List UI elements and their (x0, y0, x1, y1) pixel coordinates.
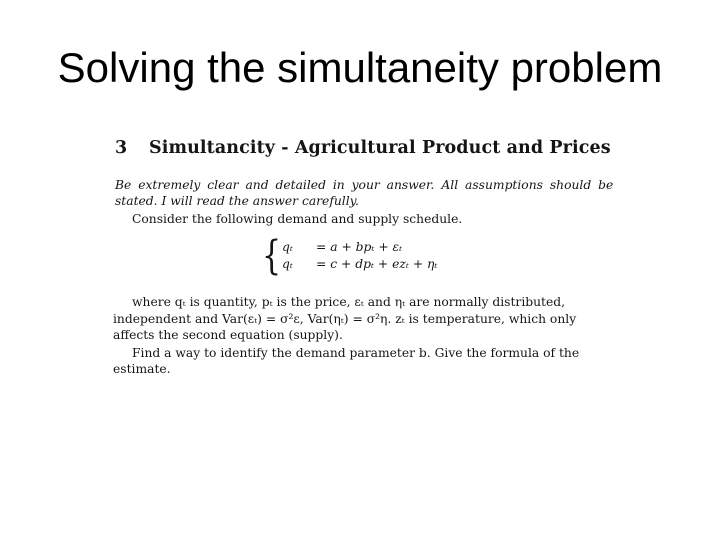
instruction-line-1: Be extremely clear and detailed in your answer. All assumptions should be (115, 178, 614, 192)
instruction-line-2: stated. I will read the answer carefully. (115, 194, 359, 208)
demand-rhs: = a + bpₜ + εₜ (316, 240, 403, 254)
prompt-line: Consider the following demand and supply schedule. (132, 212, 463, 226)
definitions-line-1: where qₜ is quantity, pₜ is the price, εₜ and ηₜ are normally distributed, (132, 295, 566, 309)
equation-system (262, 233, 462, 279)
demand-equation (282, 240, 402, 254)
supply-equation (282, 257, 437, 271)
supply-lhs: qₜ (282, 257, 293, 271)
left-brace: { (262, 233, 282, 279)
task-line-1: Find a way to identify the demand parameter b. Give the formula of the (132, 346, 580, 360)
document-excerpt (110, 132, 614, 380)
section-heading (115, 138, 611, 158)
task-line-2: estimate. (113, 362, 171, 376)
demand-lhs: qₜ (282, 240, 293, 254)
definitions-line-3: affects the second equation (supply). (113, 328, 343, 342)
supply-rhs: = c + dpₜ + ezₜ + ηₜ (316, 257, 438, 271)
section-number: 3 (115, 138, 128, 158)
section-title: Simultancity - Agricultural Product and Prices (149, 138, 611, 158)
definitions-line-2: independent and Var(εₜ) = σ²ε, Var(ηₜ) = σ²η. zₜ is temperature, which only (113, 312, 577, 326)
slide-title: Solving the simultaneity problem (57, 44, 663, 91)
